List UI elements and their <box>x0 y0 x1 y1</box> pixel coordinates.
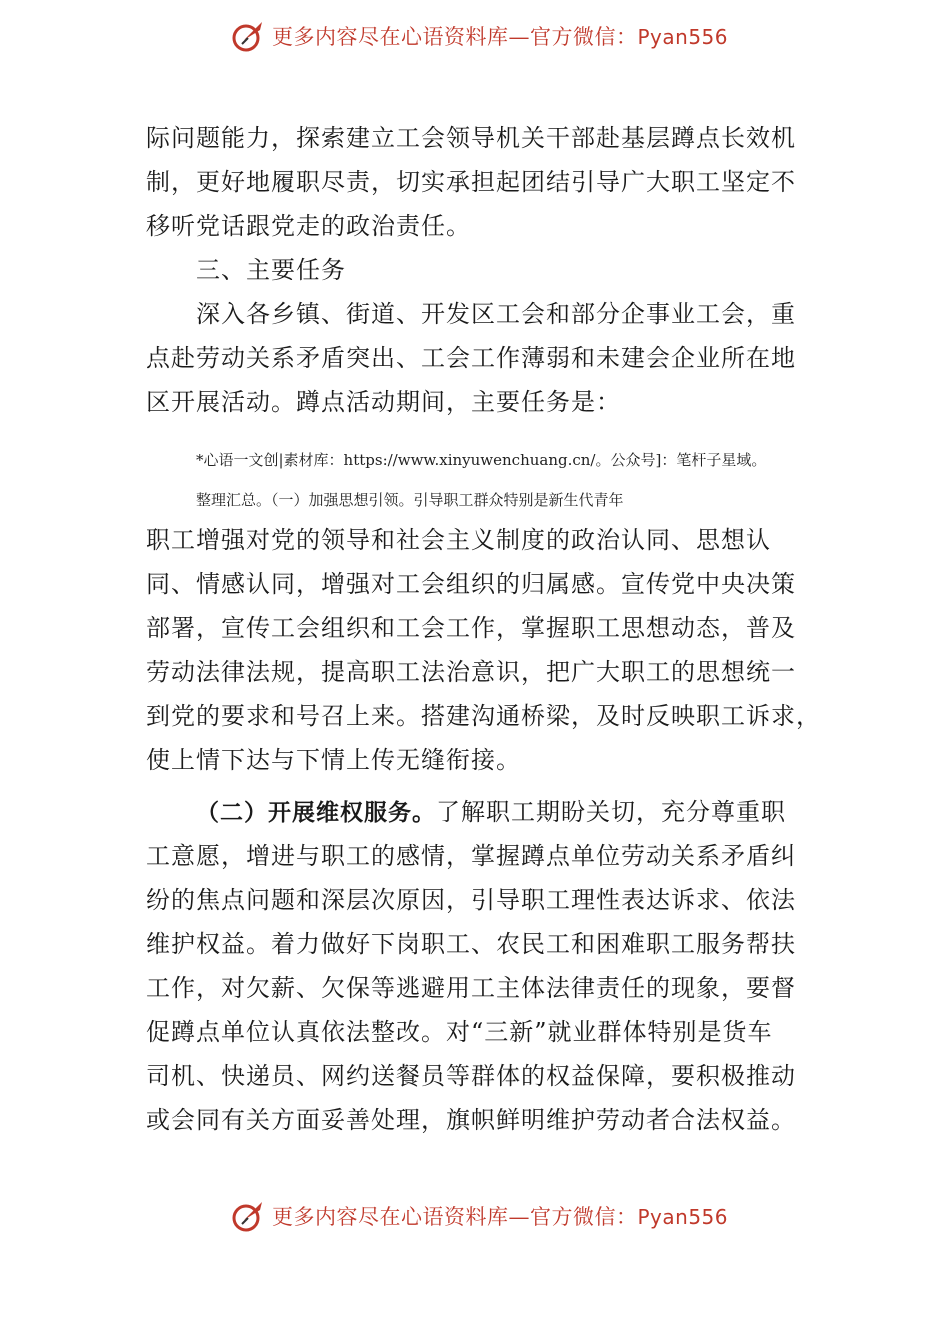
text-line: 促蹲点单位认真依法整改。对“三新”就业群体特别是货车 <box>146 1018 773 1046</box>
document-body <box>146 116 811 424</box>
paragraph-rights-service <box>146 790 811 1142</box>
text-line: 际问题能力，探索建立工会领导机关干部赴基层蹲点长效机 <box>146 124 796 152</box>
text-line: 点赴劳动关系矛盾突出、工会工作薄弱和未建会企业所在地 <box>146 344 796 372</box>
text-line: 维护权益。着力做好下岗职工、农民工和困难职工服务帮扶 <box>146 930 796 958</box>
header-banner <box>230 16 728 56</box>
text-line: 职工增强对党的领导和社会主义制度的政治认同、思想认 <box>146 526 771 554</box>
note-line: 整理汇总。（一）加强思想引领。引导职工群众特别是新生代青年 <box>196 491 624 509</box>
source-note <box>146 440 811 520</box>
text-line: 工意愿，增进与职工的感情，掌握蹲点单位劳动关系矛盾纠 <box>146 842 796 870</box>
text-line: 制，更好地履职尽责，切实承担起团结引导广大职工坚定不 <box>146 168 796 196</box>
text-line: 到党的要求和号召上来。搭建沟通桥梁，及时反映职工诉求， <box>146 702 821 730</box>
quill-logo-icon <box>230 1198 266 1234</box>
text-line: 同、情感认同，增强对工会组织的归属感。宣传党中央决策 <box>146 570 796 598</box>
banner-text: 更多内容尽在心语资料库—官方微信：Pyan556 <box>272 25 729 49</box>
section-heading: 三、主要任务 <box>196 256 346 284</box>
banner-text: 更多内容尽在心语资料库—官方微信：Pyan556 <box>272 1205 729 1229</box>
text-line: 部署，宣传工会组织和工会工作，掌握职工思想动态，普及 <box>146 614 796 642</box>
footer-banner <box>230 1196 728 1236</box>
text-line: 纷的焦点问题和深层次原因，引导职工理性表达诉求、依法 <box>146 886 796 914</box>
quill-logo-icon <box>230 18 266 54</box>
text-line: 司机、快递员、网约送餐员等群体的权益保障，要积极推动 <box>146 1062 796 1090</box>
text-line: （二）开展维权服务。了解职工期盼关切，充分尊重职 <box>196 798 786 826</box>
text-line: 或会同有关方面妥善处理，旗帜鲜明维护劳动者合法权益。 <box>146 1106 796 1134</box>
subsection-lead: （二）开展维权服务。 <box>196 800 436 826</box>
text-line: 区开展活动。蹲点活动期间，主要任务是： <box>146 388 621 416</box>
paragraph-thought-guidance <box>146 518 821 782</box>
text-line: 使上情下达与下情上传无缝衔接。 <box>146 746 521 774</box>
note-line: *心语一文创|素材库：https://www.xinyuwenchuang.cn/。公众号]：笔杆子星域。 <box>196 451 767 469</box>
text-line: 移听党话跟党走的政治责任。 <box>146 212 471 240</box>
text-line: 劳动法律法规，提高职工法治意识，把广大职工的思想统一 <box>146 658 796 686</box>
text-line: 深入各乡镇、街道、开发区工会和部分企事业工会，重 <box>196 300 796 328</box>
text-line: 工作，对欠薪、欠保等逃避用工主体法律责任的现象，要督 <box>146 974 796 1002</box>
